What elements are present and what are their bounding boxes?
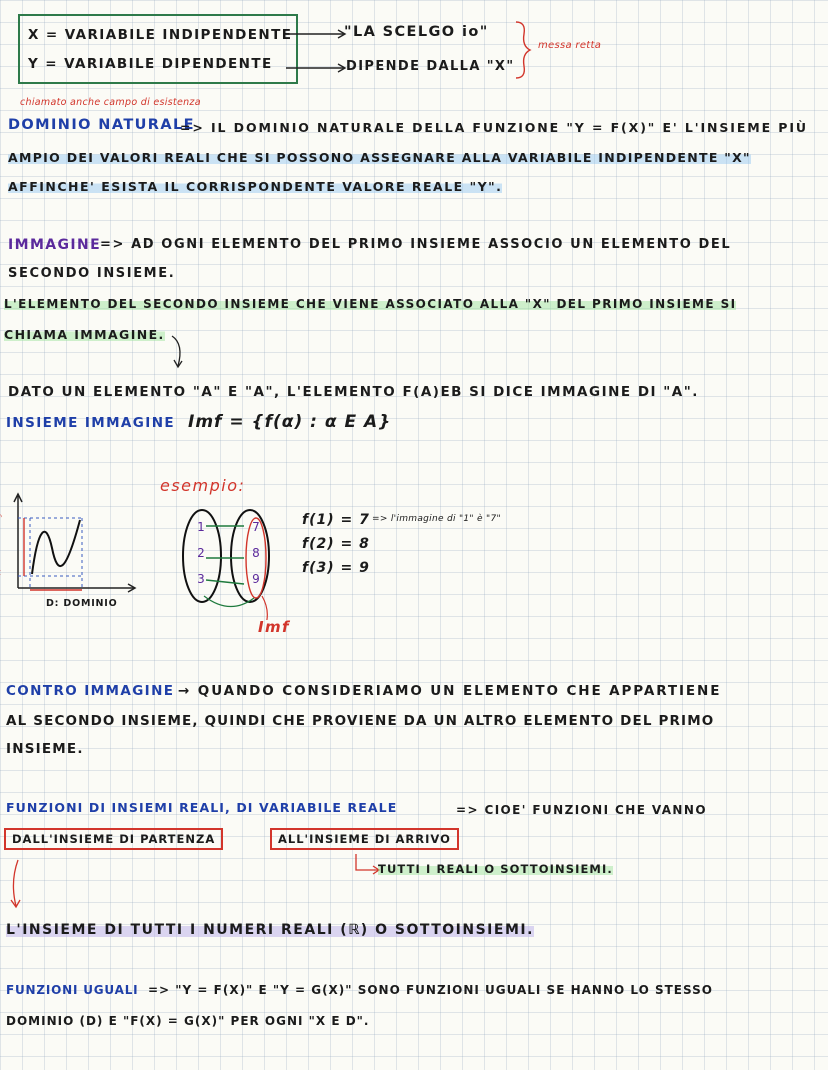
partenza-arrow-icon xyxy=(6,858,26,910)
mapping-list xyxy=(302,508,370,580)
set-b-element: 7 xyxy=(252,520,260,534)
set-a-element: 2 xyxy=(197,546,205,560)
arrivo-note-text: TUTTI I REALI O SOTTOINSIEMI. xyxy=(378,862,613,876)
example-title: esempio: xyxy=(160,476,246,495)
image-term: IMMAGINE xyxy=(8,237,102,253)
set-b-element: 8 xyxy=(252,546,260,560)
image-line-1: => AD OGNI ELEMENTO DEL PRIMO INSIEME ASSOCIO UN ELEMENTO DEL xyxy=(100,237,732,252)
real-set-line-text: L'INSIEME DI TUTTI I NUMERI REALI (ℝ) O SOTTOINSIEMI. xyxy=(6,922,534,938)
arrivo-note xyxy=(378,862,613,876)
inverse-line-2: AL SECONDO INSIEME, QUINDI CHE PROVIENE DA UN ALTRO ELEMENTO DEL PRIMO xyxy=(6,713,715,729)
mapping-item: f(2) = 8 xyxy=(302,536,370,552)
set-b-element: 9 xyxy=(252,572,260,586)
variables-box xyxy=(18,14,298,84)
brace-icon xyxy=(512,20,532,80)
graph-x-label: D: DOMINIO xyxy=(46,598,118,609)
mapping-item: f(3) = 9 xyxy=(302,560,370,576)
y-variable-line: Y = VARIABILE DIPENDENTE xyxy=(28,56,273,72)
image-line-4-text: CHIAMA IMMAGINE. xyxy=(4,327,165,342)
set-a-elements xyxy=(194,514,208,592)
domain-line-2-text: AMPIO DEI VALORI REALI CHE SI POSSONO ASSEGNARE ALLA VARIABILE INDIPENDENTE "X" xyxy=(8,150,751,165)
end-set-box: ALL'INSIEME DI ARRIVO xyxy=(270,828,459,850)
image-line-3 xyxy=(4,297,736,311)
dato-line: DATO UN ELEMENTO "A" E "A", L'ELEMENTO F(A)EB SI DICE IMMAGINE DI "A". xyxy=(8,384,699,400)
y-description: DIPENDE DALLA "X" xyxy=(346,59,515,74)
equal-functions-line-1: => "Y = F(X)" E "Y = G(X)" SONO FUNZIONI UGUALI SE HANNO LO STESSO xyxy=(148,983,713,997)
set-a-element: 1 xyxy=(197,520,205,534)
curve-arrow-icon xyxy=(168,334,192,370)
image-line-2: SECONDO INSIEME. xyxy=(8,266,176,281)
set-b-elements xyxy=(249,514,263,592)
set-image-term: INSIEME IMMAGINE xyxy=(6,415,176,431)
domain-line-3 xyxy=(8,179,502,194)
real-functions-line-1: => CIOE' FUNZIONI CHE VANNO xyxy=(456,803,707,817)
image-line-4 xyxy=(4,327,165,342)
equal-functions-line-2: DOMINIO (D) E "F(X) = G(X)" PER OGNI "X E D". xyxy=(6,1014,370,1028)
image-line-3-text: L'ELEMENTO DEL SECONDO INSIEME CHE VIENE ASSOCIATO ALLA "X" DEL PRIMO INSIEME SI xyxy=(4,297,737,311)
x-description: "LA SCELGO io" xyxy=(344,24,489,40)
brace-note: messa retta xyxy=(538,40,602,51)
domain-line-2 xyxy=(8,150,751,165)
equal-functions-term: FUNZIONI UGUALI xyxy=(6,983,139,997)
inverse-line-3: INSIEME. xyxy=(6,741,84,757)
mapping-item: f(1) = 7 xyxy=(302,512,370,528)
domain-term: DOMINIO NATURALE xyxy=(8,117,195,133)
imf-label: Imf xyxy=(258,618,290,636)
inverse-term: CONTRO IMMAGINE xyxy=(6,683,175,699)
x-variable-line: X = VARIABILE INDIPENDENTE xyxy=(28,27,293,43)
set-a-element: 3 xyxy=(197,572,205,586)
mapping-note: => l'immagine di "1" è "7" xyxy=(372,514,501,524)
domain-note: chiamato anche campo di esistenza xyxy=(20,97,201,108)
graph-y-label xyxy=(0,503,2,584)
start-set-box: DALL'INSIEME DI PARTENZA xyxy=(4,828,223,850)
real-functions-term: FUNZIONI DI INSIEMI REALI, DI VARIABILE REALE xyxy=(6,800,398,815)
inverse-line-1: → QUANDO CONSIDERIAMO UN ELEMENTO CHE APPARTIENE xyxy=(178,683,722,699)
real-set-line xyxy=(6,922,534,938)
domain-line-1: => IL DOMINIO NATURALE DELLA FUNZIONE "Y = F(X)" E' L'INSIEME PIÙ xyxy=(180,120,808,135)
domain-line-3-text: AFFINCHE' ESISTA IL CORRISPONDENTE VALORE REALE "Y". xyxy=(8,179,503,194)
set-image-formula: Imf = {f(α) : α E A} xyxy=(188,412,392,432)
sets-diagram xyxy=(176,500,286,620)
